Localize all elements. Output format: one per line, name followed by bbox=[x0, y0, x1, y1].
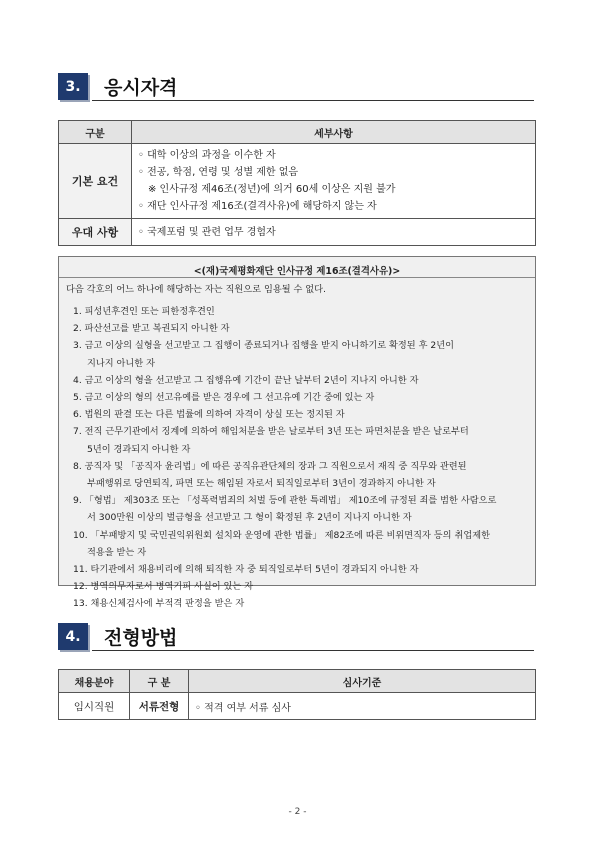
selection-field-cell: 임시직원 bbox=[59, 693, 130, 720]
list-item: 12. 병역의무자로서 병역기피 사실이 있는 자 bbox=[73, 581, 254, 593]
disqualification-intro: 다음 각호의 어느 하나에 해당하는 자는 직원으로 임용될 수 없다. bbox=[66, 284, 326, 295]
section-3-number: 3. bbox=[58, 73, 88, 100]
list-item: 9. 「형법」 제303조 또는 「성폭력범죄의 처벌 등에 관한 특례법」 제10조에 규정된 죄를 범한 사람으로 bbox=[73, 495, 497, 507]
section-3-title: 응시자격 bbox=[104, 77, 178, 99]
selection-header-criteria: 심사기준 bbox=[189, 670, 536, 693]
section-4-heading bbox=[58, 623, 177, 650]
requirement-note: ※ 인사규정 제46조(정년)에 의거 60세 이상은 지원 불가 bbox=[148, 184, 396, 195]
list-item: 6. 법원의 판결 또는 다른 법률에 의하여 자격이 상실 또는 정지된 자 bbox=[73, 409, 345, 421]
list-item-continued: 적용을 받는 자 bbox=[87, 546, 147, 558]
preference-label: 우대 사항 bbox=[59, 219, 132, 246]
table-row bbox=[59, 693, 536, 720]
disqualification-box bbox=[58, 256, 536, 610]
requirement-line: ◦ 전공, 학점, 연령 및 성별 제한 없음 bbox=[138, 167, 299, 178]
requirement-line: ◦ 재단 인사규정 제16조(결격사유)에 해당하지 않는 자 bbox=[138, 201, 377, 212]
eligibility-table bbox=[58, 120, 536, 246]
table-row bbox=[59, 219, 536, 246]
selection-header-field: 채용분야 bbox=[59, 670, 130, 693]
selection-header-type: 구 분 bbox=[130, 670, 189, 693]
section-3-heading bbox=[58, 73, 177, 100]
section-4-number: 4. bbox=[58, 623, 88, 650]
preference-line: ◦ 국제포럼 및 관련 업무 경험자 bbox=[138, 226, 276, 238]
section-4-rule bbox=[92, 650, 534, 651]
list-item: 4. 금고 이상의 형을 선고받고 그 집행유예 기간이 끝난 날부터 2년이 지나지 아니한 자 bbox=[73, 374, 419, 386]
section-3-rule bbox=[92, 100, 534, 101]
selection-method-table bbox=[58, 669, 536, 720]
list-item: 7. 전직 근무기관에서 징계에 의하여 해임처분을 받은 날로부터 3년 또는 파면처분을 받은 날로부터 bbox=[73, 426, 469, 438]
eligibility-header-details: 세부사항 bbox=[132, 121, 536, 144]
list-item-continued: 5년이 경과되지 아니한 자 bbox=[87, 443, 191, 455]
list-item: 13. 채용신체검사에 부적격 판정을 받은 자 bbox=[73, 598, 245, 610]
selection-criteria-cell: ◦ 적격 여부 서류 심사 bbox=[189, 693, 536, 720]
list-item-continued: 서 300만원 이상의 벌금형을 선고받고 그 형이 확정된 후 2년이 지나지 아니한 자 bbox=[87, 512, 412, 524]
list-item: 2. 파산선고를 받고 복권되지 아니한 자 bbox=[73, 323, 230, 335]
list-item: 3. 금고 이상의 실형을 선고받고 그 집행이 종료되거나 집행을 받지 아니하기로 확정된 후 2년이 bbox=[73, 340, 454, 352]
eligibility-header-category: 구분 bbox=[59, 121, 132, 144]
selection-type-cell: 서류전형 bbox=[130, 693, 189, 720]
list-item: 1. 피성년후견인 또는 피한정후견인 bbox=[73, 306, 215, 317]
preference-details bbox=[132, 219, 536, 246]
requirement-line: ◦ 대학 이상의 과정을 이수한 자 bbox=[138, 150, 276, 161]
disqualification-title: <(재)국제평화재단 인사규정 제16조(결격사유)> bbox=[193, 266, 401, 277]
list-item: 11. 타기관에서 채용비리에 의해 퇴직한 자 중 퇴직일로부터 5년이 경과되지 아니한 자 bbox=[73, 564, 419, 576]
basic-requirements-label: 기본 요건 bbox=[59, 144, 132, 219]
list-item-continued: 부패행위로 당연퇴직, 파면 또는 해임된 자로서 퇴직일로부터 3년이 경과하지 아니한 자 bbox=[87, 478, 436, 490]
box-divider bbox=[59, 277, 535, 278]
list-item: 8. 공직자 및 「공직자 윤리법」에 따른 공직유관단체의 장과 그 직원으로서 재직 중 직무와 관련된 bbox=[73, 460, 467, 472]
list-item-continued: 지나지 아니한 자 bbox=[87, 357, 155, 369]
list-item: 5. 금고 이상의 형의 선고유예를 받은 경우에 그 선고유예 기간 중에 있는 자 bbox=[73, 392, 375, 404]
disqualification-list bbox=[73, 303, 529, 613]
basic-requirements-details bbox=[132, 144, 536, 219]
section-4-title: 전형방법 bbox=[104, 627, 178, 649]
list-item: 10. 「부패방지 및 국민권익위원회 설치와 운영에 관한 법률」 제82조에 따른 비위면직자 등의 취업제한 bbox=[73, 529, 490, 541]
page-number: - 2 - bbox=[288, 807, 307, 817]
table-row bbox=[59, 144, 536, 219]
